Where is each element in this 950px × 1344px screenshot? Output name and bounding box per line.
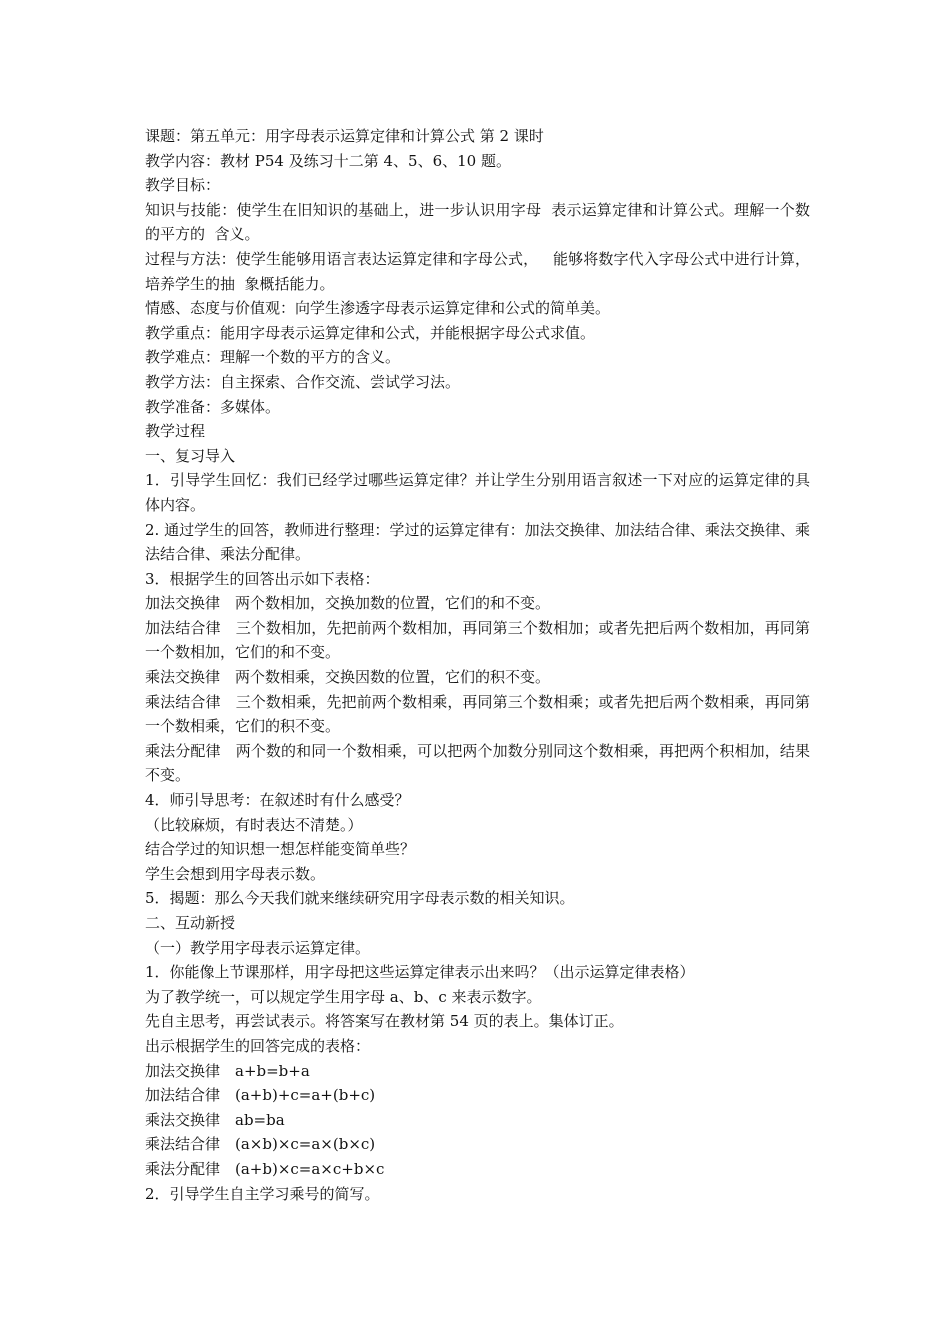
teaching-method: 教学方法：自主探索、合作交流、尝试学习法。 [145,372,461,391]
teaching-preparation: 教学准备：多媒体。 [145,397,281,416]
review-step-1: 1．引导学生回忆：我们已经学过哪些运算定律？并让学生分别用语言叙述一下对应的运算定律的具体内容。 [145,471,810,514]
lesson-title: 课题：第五单元：用字母表示运算定律和计算公式 第 2 课时 [145,127,544,145]
objectives-heading: 教学目标： [145,176,221,195]
review-expected: 学生会想到用字母表示数。 [145,864,326,883]
objective-attitude: 情感、态度与价值观：向学生渗透字母表示运算定律和公式的简单美。 [145,299,611,318]
key-point: 教学重点：能用字母表示运算定律和公式，并能根据字母公式求值。 [145,323,596,342]
law-multiplication-associative: 乘法结合律 三个数相乘，先把前两个数相乘，再同第三个数相乘；或者先把后两个数相乘，再同第一个数相乘，它们的积不变。 [145,692,810,736]
subsection-1: （一）教学用字母表示运算定律。 [145,938,371,957]
formula-multiplication-distributive: 乘法分配律 (a+b)×c=a×c+b×c [145,1159,385,1178]
review-step-4: 4．师引导思考：在叙述时有什么感受？ [145,791,410,810]
new-step-1-task: 先自主思考，再尝试表示。将答案写在教材第 54 页的表上。集体订正。 [145,1012,624,1031]
objective-knowledge: 知识与技能：使学生在旧知识的基础上，进一步认识用字母 表示运算定律和计算公式。理解一个数的平方的 含义。 [145,200,810,244]
section-new-lesson: 二、互动新授 [145,914,236,932]
review-step-3: 3．根据学生的回答出示如下表格： [145,569,380,588]
review-question: 结合学过的知识想一想怎样能变简单些？ [145,840,416,859]
law-addition-commutative: 加法交换律 两个数相加，交换加数的位置，它们的和不变。 [145,594,551,613]
difficult-point: 教学难点：理解一个数的平方的含义。 [145,348,401,367]
formula-addition-commutative: 加法交换律 a+b=b+a [145,1061,310,1080]
formula-multiplication-commutative: 乘法交换律 ab=ba [145,1110,285,1129]
new-step-1-note: 为了教学统一，可以规定学生用字母 a、b、c 来表示数字。 [145,987,542,1006]
new-step-1-table-intro: 出示根据学生的回答完成的表格： [145,1036,371,1055]
process-heading: 教学过程 [145,422,206,441]
formula-addition-associative: 加法结合律 (a+b)+c=a+(b+c) [145,1086,376,1105]
lesson-content: 教学内容：教材 P54 及练习十二第 4、5、6、10 题。 [145,151,511,170]
review-step-2: 2. 通过学生的回答，教师进行整理：学过的运算定律有：加法交换律、加法结合律、乘法交换律、乘法结合律、乘法分配律。 [145,520,810,564]
formula-multiplication-associative: 乘法结合律 (a×b)×c=a×(b×c) [145,1135,376,1154]
review-answer: （比较麻烦，有时表达不清楚。） [145,815,363,834]
new-step-2: 2．引导学生自主学习乘号的简写。 [145,1184,380,1203]
objective-process: 过程与方法：使学生能够用语言表达运算定律和字母公式， 能够将数字代入字母公式中进行计算，培养学生的抽 象概括能力。 [145,249,810,293]
review-step-5: 5．揭题：那么今天我们就来继续研究用字母表示数的相关知识。 [145,889,575,908]
new-step-1: 1．你能像上节课那样，用字母把这些运算定律表示出来吗？（出示运算定律表格） [145,963,695,982]
law-addition-associative: 加法结合律 三个数相加，先把前两个数相加，再同第三个数相加；或者先把后两个数相加，再同第一个数相加，它们的和不变。 [145,618,810,662]
section-review: 一、复习导入 [145,446,236,465]
law-multiplication-commutative: 乘法交换律 两个数相乘，交换因数的位置，它们的积不变。 [145,668,551,687]
law-multiplication-distributive: 乘法分配律 两个数的和同一个数相乘，可以把两个加数分别同这个数相乘，再把两个积相加，结果不变。 [145,741,810,785]
